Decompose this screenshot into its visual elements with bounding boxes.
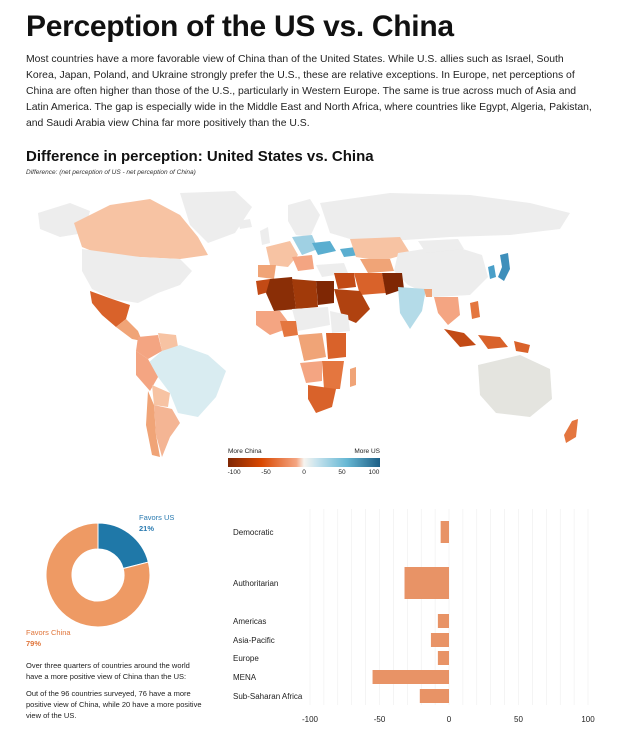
map-middle-east — [334, 273, 356, 289]
legend-tick: -100 — [227, 469, 241, 476]
map-madagascar — [350, 367, 356, 387]
favors-us-name: Favors US — [139, 513, 175, 522]
legend-tick: 100 — [368, 469, 380, 476]
legend-ticks — [228, 469, 380, 479]
map-drc — [298, 333, 326, 361]
legend-left-label: More China — [228, 448, 262, 455]
legend-tick: 0 — [302, 469, 306, 476]
category-label: Authoritarian — [233, 579, 279, 588]
map-central-asia — [360, 259, 394, 273]
map-libya — [292, 279, 318, 309]
intro-paragraph: Most countries have a more favorable view of China than of the United States. While U.S. allies such as Israel, South Korea, Japan, Poland, and Ukraine strongly prefer the U.S., these are relative exceptions. In Europe, net perceptions of China are often higher than those of the U.S., particularly in Western Europe. The same is true across much of Asia and Latin America. The gap is especially wide in the Middle East and North Africa, where countries like Egypt, Algeria, Pakistan, and Saudi Arabia view China far more positively than the U.S. — [26, 54, 592, 129]
legend-tick: -50 — [261, 469, 271, 476]
favors-china-value: 79% — [26, 639, 42, 648]
bar-sub-saharan-africa — [420, 689, 449, 703]
map-algeria — [266, 277, 296, 311]
category-label: Sub-Saharan Africa — [233, 692, 303, 701]
map-indonesia-west — [444, 329, 476, 347]
map-australia — [478, 355, 552, 417]
bar-mena — [373, 670, 449, 684]
map-mainland-se-asia — [434, 297, 460, 325]
bar-europe — [438, 651, 449, 665]
category-label: Asia-Pacific — [233, 636, 275, 645]
category-label: Europe — [233, 654, 259, 663]
bar-democratic — [441, 521, 449, 543]
legend-color-scale — [228, 458, 380, 467]
map-india — [398, 287, 426, 329]
map-east-africa — [326, 333, 346, 359]
map-nigeria — [280, 321, 298, 337]
favors-us-value: 21% — [139, 524, 155, 533]
map-scandinavia — [288, 199, 320, 237]
favors-china-name: Favors China — [26, 628, 71, 637]
map-angola — [300, 361, 322, 383]
map-png — [514, 341, 530, 353]
map-japan — [498, 253, 510, 281]
x-tick-label: 50 — [514, 715, 523, 724]
bar-americas — [438, 614, 449, 628]
page-title: Perception of the US vs. China — [26, 10, 454, 43]
map-balkans — [292, 255, 314, 271]
map-legend — [228, 448, 380, 479]
map-brazil — [148, 345, 226, 417]
map-philippines — [470, 301, 480, 319]
x-tick-label: -50 — [373, 715, 386, 724]
map-ukraine — [312, 241, 336, 255]
map-new-zealand — [564, 419, 578, 443]
bar-asia-pacific — [431, 633, 449, 647]
map-uk — [260, 227, 270, 245]
map-egypt — [316, 281, 334, 305]
bar-authoritarian — [405, 567, 449, 599]
map-central-africa-north — [292, 307, 330, 331]
legend-tick: 50 — [338, 469, 346, 476]
map-iberia — [258, 265, 276, 279]
map-subtitle: Difference: (net perception of US - net perception of China) — [26, 169, 196, 176]
world-map — [30, 185, 590, 470]
x-tick-label: -100 — [301, 715, 319, 724]
x-tick-label: 0 — [446, 715, 452, 724]
favors-us-label — [139, 512, 174, 534]
map-title: Difference in perception: United States vs. China — [26, 148, 374, 165]
category-label: Democratic — [233, 528, 274, 537]
map-southern-africa-east — [322, 361, 344, 389]
favors-china-label — [26, 627, 71, 649]
map-indonesia-east — [478, 335, 508, 349]
map-western-europe — [266, 241, 298, 267]
regime-region-bar-chart — [222, 505, 612, 730]
category-label: MENA — [233, 673, 257, 682]
map-korea — [488, 265, 496, 279]
note-summary: Over three quarters of countries around the world have a more positive view of China than the US: — [26, 661, 190, 681]
category-label: Americas — [233, 617, 267, 626]
donut-chart — [20, 505, 220, 645]
map-bangladesh — [424, 289, 432, 297]
map-russia — [320, 193, 570, 241]
map-south-africa — [308, 385, 336, 413]
note-detail: Out of the 96 countries surveyed, 76 have a more positive view of China, while 20 have a more positive view of the US. — [26, 689, 202, 720]
x-tick-label: 100 — [581, 715, 595, 724]
legend-right-label: More US — [354, 448, 380, 455]
